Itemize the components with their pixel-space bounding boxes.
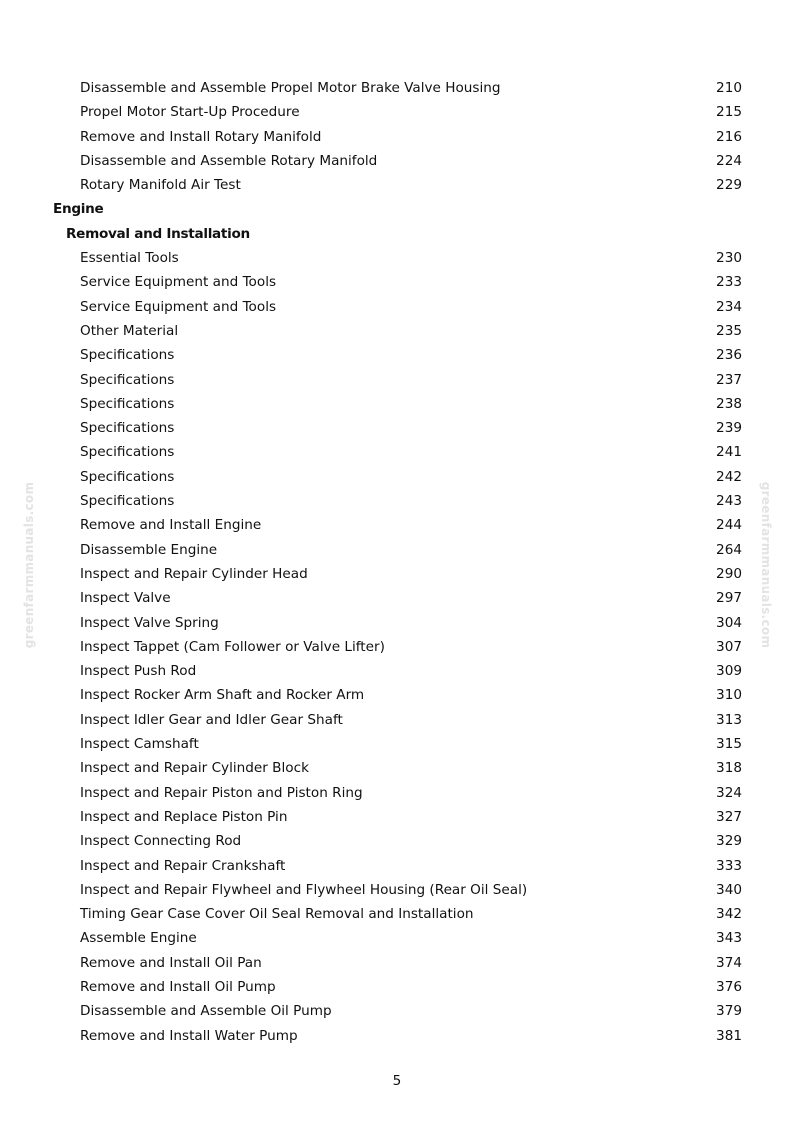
toc-entry[interactable] xyxy=(0,368,794,392)
toc-entry[interactable] xyxy=(0,513,794,537)
toc-entry-title: Inspect and Repair Cylinder Block xyxy=(80,760,309,777)
toc-entry[interactable] xyxy=(0,1024,794,1048)
toc-entry-page: 309 xyxy=(716,663,742,680)
toc-entry-page: 235 xyxy=(716,322,742,339)
toc-entry-title: Remove and Install Rotary Manifold xyxy=(80,128,322,145)
toc-entry-title: Remove and Install Engine xyxy=(80,517,262,534)
toc-entry-title: Specifications xyxy=(80,395,175,412)
toc-entry-page: 379 xyxy=(716,1003,742,1020)
toc-entry-title: Other Material xyxy=(80,322,179,339)
toc-entry[interactable] xyxy=(0,246,794,270)
toc-entry-page: 310 xyxy=(716,687,742,704)
toc-entry-title: Engine xyxy=(53,201,104,218)
toc-entry-title: Inspect Push Rod xyxy=(80,663,197,680)
toc-entry-title: Service Equipment and Tools xyxy=(80,274,277,291)
toc-entry-page: 241 xyxy=(716,444,742,461)
toc-entry[interactable] xyxy=(0,270,794,294)
toc-entry[interactable] xyxy=(0,854,794,878)
toc-entry-page: 236 xyxy=(716,347,742,364)
toc-entry-title: Service Equipment and Tools xyxy=(80,298,277,315)
toc-entry-page: 233 xyxy=(716,274,742,291)
toc-entry-page: 224 xyxy=(716,152,742,169)
toc-entry-page: 244 xyxy=(716,517,742,534)
toc-entry[interactable] xyxy=(0,756,794,780)
toc-entry[interactable] xyxy=(0,781,794,805)
toc-entry[interactable] xyxy=(0,489,794,513)
toc-entry-title: Inspect and Repair Cylinder Head xyxy=(80,565,308,582)
toc-subsection-heading xyxy=(0,222,794,246)
toc-entry-page: 313 xyxy=(716,711,742,728)
toc-entry-title: Specifications xyxy=(80,347,175,364)
toc-entry-title: Inspect Valve Spring xyxy=(80,614,219,631)
toc-entry-title: Inspect Connecting Rod xyxy=(80,833,242,850)
toc-entry-title: Specifications xyxy=(80,444,175,461)
toc-entry-page: 324 xyxy=(716,784,742,801)
toc-entry-title: Specifications xyxy=(80,468,175,485)
toc-entry-page: 327 xyxy=(716,808,742,825)
watermark-left: greenfarmmanuals.com xyxy=(22,481,36,649)
toc-entry-page: 229 xyxy=(716,177,742,194)
toc-entry-title: Inspect and Repair Piston and Piston Ring xyxy=(80,784,363,801)
toc-entry-title: Rotary Manifold Air Test xyxy=(80,177,241,194)
toc-entry-page: 318 xyxy=(716,760,742,777)
toc-entry[interactable] xyxy=(0,416,794,440)
toc-entry-title: Assemble Engine xyxy=(80,930,197,947)
toc-entry-page: 307 xyxy=(716,638,742,655)
toc-entry-page: 234 xyxy=(716,298,742,315)
toc-entry-title: Inspect Camshaft xyxy=(80,736,199,753)
toc-entry-title: Disassemble and Assemble Propel Motor Brake Valve Housing xyxy=(80,80,501,96)
toc-entry-page: 333 xyxy=(716,857,742,874)
toc-entry[interactable] xyxy=(0,586,794,610)
toc-entry[interactable] xyxy=(0,295,794,319)
toc-entry-page: 381 xyxy=(716,1027,742,1044)
toc-entry[interactable] xyxy=(0,805,794,829)
toc-entry-page: 374 xyxy=(716,954,742,971)
toc-entry-page: 340 xyxy=(716,881,742,898)
table-of-contents xyxy=(0,76,794,1048)
toc-entry-title: Removal and Installation xyxy=(66,225,250,242)
toc-entry[interactable] xyxy=(0,732,794,756)
toc-entry[interactable] xyxy=(0,829,794,853)
toc-entry[interactable] xyxy=(0,708,794,732)
toc-entry[interactable] xyxy=(0,440,794,464)
page-number: 5 xyxy=(392,1073,402,1089)
toc-entry[interactable] xyxy=(0,975,794,999)
toc-entry[interactable] xyxy=(0,76,794,100)
toc-entry-title: Propel Motor Start-Up Procedure xyxy=(80,104,300,121)
toc-entry[interactable] xyxy=(0,392,794,416)
toc-entry-title: Specifications xyxy=(80,371,175,388)
toc-entry-title: Remove and Install Oil Pan xyxy=(80,954,262,971)
toc-entry-title: Inspect and Repair Crankshaft xyxy=(80,857,286,874)
toc-entry[interactable] xyxy=(0,562,794,586)
toc-entry-page: 230 xyxy=(716,250,742,267)
toc-entry-page: 264 xyxy=(716,541,742,558)
toc-entry-page: 238 xyxy=(716,395,742,412)
toc-entry[interactable] xyxy=(0,999,794,1023)
toc-entry-page: 290 xyxy=(716,565,742,582)
toc-entry-page: 304 xyxy=(716,614,742,631)
toc-entry-title: Disassemble and Assemble Rotary Manifold xyxy=(80,152,378,169)
toc-entry-title: Remove and Install Water Pump xyxy=(80,1027,298,1044)
toc-entry-title: Disassemble Engine xyxy=(80,541,218,558)
toc-entry[interactable] xyxy=(0,659,794,683)
toc-entry-title: Timing Gear Case Cover Oil Seal Removal and Installation xyxy=(80,906,474,923)
toc-entry-page: 239 xyxy=(716,420,742,437)
toc-entry-page: 210 xyxy=(716,80,742,96)
watermark-right: greenfarmmanuals.com xyxy=(759,481,773,649)
toc-entry[interactable] xyxy=(0,538,794,562)
toc-entry[interactable] xyxy=(0,125,794,149)
toc-entry[interactable] xyxy=(0,951,794,975)
toc-entry-title: Specifications xyxy=(80,493,175,510)
toc-entry-title: Disassemble and Assemble Oil Pump xyxy=(80,1003,332,1020)
toc-entry-page: 329 xyxy=(716,833,742,850)
toc-entry-page: 297 xyxy=(716,590,742,607)
toc-entry[interactable] xyxy=(0,926,794,950)
toc-entry-title: Specifications xyxy=(80,420,175,437)
toc-entry[interactable] xyxy=(0,149,794,173)
toc-entry-title: Remove and Install Oil Pump xyxy=(80,978,276,995)
toc-entry[interactable] xyxy=(0,319,794,343)
toc-entry-page: 215 xyxy=(716,104,742,121)
toc-entry-page: 237 xyxy=(716,371,742,388)
toc-entry-page: 242 xyxy=(716,468,742,485)
toc-entry-title: Inspect and Repair Flywheel and Flywheel Housing (Rear Oil Seal) xyxy=(80,881,528,898)
toc-entry-title: Inspect and Replace Piston Pin xyxy=(80,808,288,825)
toc-entry-page: 343 xyxy=(716,930,742,947)
toc-entry-title: Inspect Valve xyxy=(80,590,171,607)
toc-section-heading xyxy=(0,197,794,221)
toc-entry[interactable] xyxy=(0,465,794,489)
toc-entry-page: 243 xyxy=(716,493,742,510)
toc-entry[interactable] xyxy=(0,878,794,902)
toc-entry-page: 216 xyxy=(716,128,742,145)
toc-entry[interactable] xyxy=(0,902,794,926)
toc-entry[interactable] xyxy=(0,343,794,367)
toc-entry-title: Inspect Idler Gear and Idler Gear Shaft xyxy=(80,711,343,728)
toc-entry-title: Essential Tools xyxy=(80,250,179,267)
toc-entry-page: 376 xyxy=(716,978,742,995)
toc-entry-title: Inspect Tappet (Cam Follower or Valve Lifter) xyxy=(80,638,385,655)
toc-entry[interactable] xyxy=(0,173,794,197)
toc-entry-page: 342 xyxy=(716,906,742,923)
toc-entry[interactable] xyxy=(0,100,794,124)
toc-entry-title: Inspect Rocker Arm Shaft and Rocker Arm xyxy=(80,687,365,704)
toc-entry[interactable] xyxy=(0,683,794,707)
toc-entry-page: 315 xyxy=(716,736,742,753)
toc-entry[interactable] xyxy=(0,635,794,659)
toc-entry[interactable] xyxy=(0,611,794,635)
